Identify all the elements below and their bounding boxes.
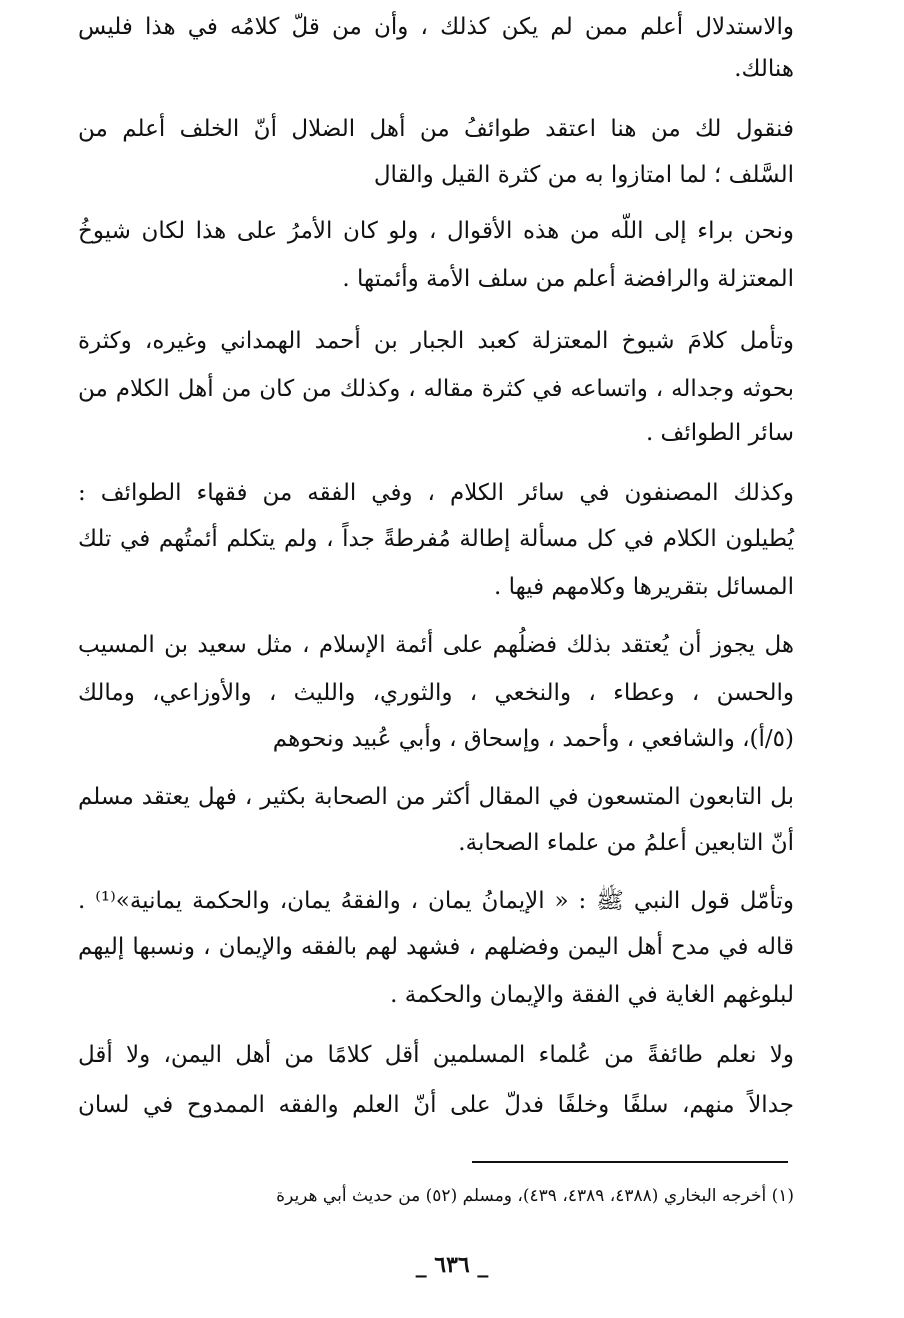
text-line: بحوثه وجداله ، واتساعه في كثرة مقاله ، وكذلك من كان من أهل الكلام من [78,376,794,402]
text-line: وكذلك المصنفون في سائر الكلام ، وفي الفقه من فقهاء الطوائف : [78,480,794,506]
text-line: بل التابعون المتسعون في المقال أكثر من الصحابة بكثير ، فهل يعتقد مسلم [78,784,794,810]
text-line: فنقول لك من هنا اعتقد طوائفُ من أهل الضلال أنّ الخلف أعلم من [78,116,794,142]
text-line: المعتزلة والرافضة أعلم من سلف الأمة وأئمتها . [342,266,794,292]
text-line: وتأمّل قول النبي ﷺ : « الإيمانُ يمان ، والفقهُ يمان، والحكمة يمانية»⁽¹⁾ . [78,888,794,914]
text-line: وتأمل كلامَ شيوخ المعتزلة كعبد الجبار بن أحمد الهمداني وغيره، وكثرة [78,328,794,354]
text-line: سائر الطوائف . [645,420,794,446]
text-line: قاله في مدح أهل اليمن وفضلهم ، فشهد لهم بالفقه والإيمان ، ونسبها إليهم [78,934,794,960]
text-line: جدالاً منهم، سلفًا وخلفًا فدلّ على أنّ العلم والفقه الممدوح في لسان [78,1092,794,1118]
text-line: ولا نعلم طائفةً من عُلماء المسلمين أقل كلامًا من أهل اليمن، ولا أقل [78,1042,794,1068]
text-line: هنالك. [734,56,794,82]
text-line: لبلوغهم الغاية في الفقة والإيمان والحكمة . [390,982,794,1008]
text-line: ونحن براء إلى اللّه من هذه الأقوال ، ولو كان الأمرُ على هذا لكان شيوخُ [78,218,794,244]
text-line: المسائل بتقريرها وكلامهم فيها . [493,574,794,600]
text-line: هل يجوز أن يُعتقد بذلك فضلُهم على أئمة الإسلام ، مثل سعيد بن المسيب [78,632,794,658]
footnote-divider [472,1161,788,1163]
text-line: يُطيلون الكلام في كل مسألة إطالة مُفرطةً جداً ، ولم يتكلم أئمتُهم في تلك [78,526,794,552]
text-line: (٥/أ)، والشافعي ، وأحمد ، وإسحاق ، وأبي عُبيد ونحوهم [272,726,794,752]
text-line: والحسن ، وعطاء ، والنخعي ، والثوري، والليث ، والأوزاعي، ومالك [78,680,794,706]
text-line: والاستدلال أعلم ممن لم يكن كذلك ، وأن من قلّ كلامُه في هذا فليس [78,14,794,40]
text-line: أنّ التابعين أعلمُ من علماء الصحابة. [458,830,794,856]
text-line: السَّلف ؛ لما امتازوا به من كثرة القيل والقال [373,162,794,188]
page-number: _ ٦٣٦ _ [415,1252,489,1278]
footnote: (١) أخرجه البخاري (٤٣٨٨، ٤٣٨٩، ٤٣٩)، ومسلم (٥٢) من حديث أبي هريرة [276,1186,794,1206]
